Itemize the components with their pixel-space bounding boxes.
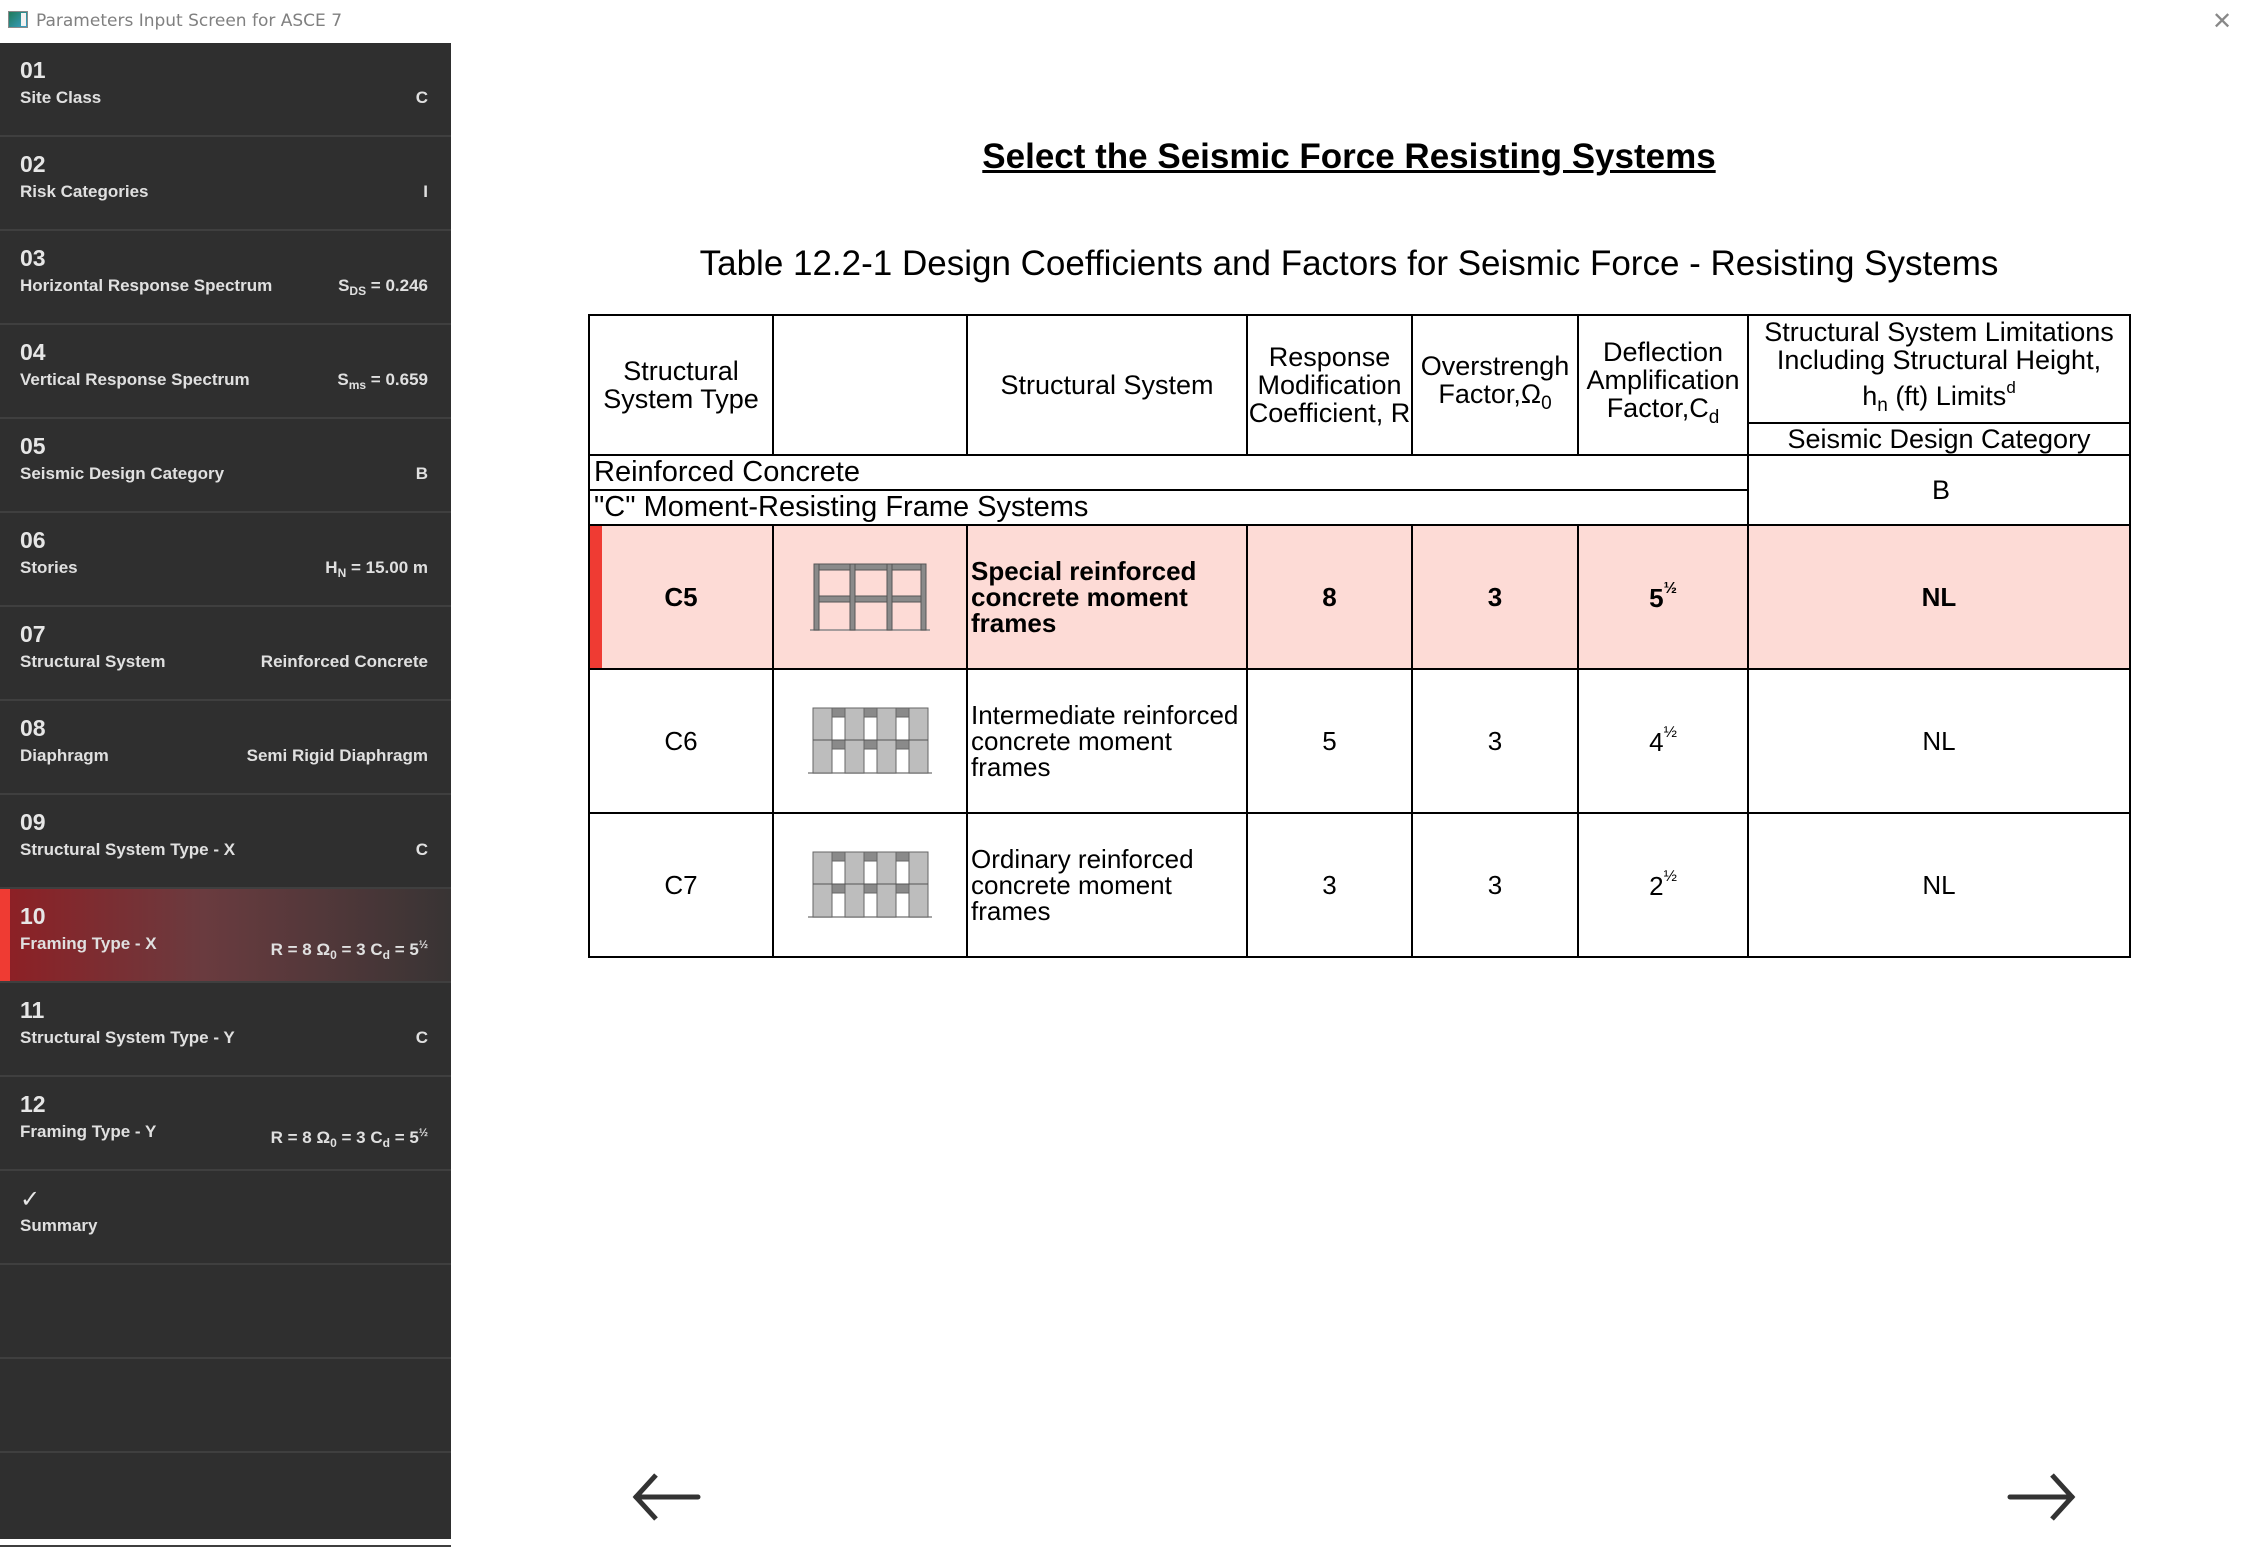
step-label: Structural System Type - X (20, 840, 236, 859)
header-limits: Structural System Limitations Including Structural Height, $h_n$ (ft) Limits$^d$ (1748, 315, 2130, 423)
step-number: 08 (20, 715, 46, 741)
step-label: Horizontal Response Spectrum (20, 276, 273, 295)
cell-system: Special reinforced concrete moment frames (967, 525, 1247, 669)
cell-image (773, 525, 967, 669)
step-number: 01 (20, 57, 46, 83)
header-sdc: Seismic Design Category (1748, 423, 2130, 455)
step-value: B (415, 464, 428, 483)
checkmark-icon: ✓ (20, 1185, 41, 1213)
cell-image (773, 813, 967, 957)
step-number: 12 (20, 1091, 46, 1117)
sidebar-item-site-class[interactable] (0, 43, 451, 137)
header-cd: Deflection Amplification $Factor,C_d$ (1578, 315, 1748, 455)
step-value: C (415, 1028, 428, 1047)
cell-r: 5 (1247, 669, 1412, 813)
arrow-right-icon (2010, 1475, 2072, 1519)
header-r: Response Modification Coefficient, R (1247, 315, 1412, 455)
step-label: Diaphragm (20, 746, 109, 765)
sidebar-item-diaphragm[interactable] (0, 701, 451, 795)
seismic-systems-table (588, 314, 2131, 958)
sidebar-item-horizontal-response-spectrum[interactable] (0, 231, 451, 325)
header-structural-system: Structural System (967, 315, 1247, 455)
sidebar-item-structural-system-type-x[interactable] (0, 795, 451, 889)
next-button[interactable] (2006, 1472, 2076, 1522)
step-value-coefficients: R = 8 $\Omega_0 = 3$ $C_d = 5^{\frac{1}{2}}$ (270, 1127, 428, 1150)
cell-image (773, 669, 967, 813)
table-row-c5[interactable] (589, 525, 2130, 669)
step-value-sms: $S_{ms} = 0.659$ (337, 370, 428, 392)
step-number: 06 (20, 527, 46, 553)
step-value: Reinforced Concrete (260, 652, 428, 671)
cell-cd: $5^{\frac{1}{2}}$ (1578, 525, 1748, 669)
arrow-left-icon (636, 1475, 698, 1519)
intermediate-moment-frame-icon (808, 706, 932, 776)
sidebar-item-seismic-design-category[interactable] (0, 419, 451, 513)
sidebar-item-framing-type-y[interactable] (0, 1077, 451, 1171)
back-button[interactable] (632, 1472, 702, 1522)
cell-limit: NL (1748, 669, 2130, 813)
header-omega: Overstrengh $Factor,\Omega_0$ (1412, 315, 1578, 455)
cell-limit: NL (1748, 813, 2130, 957)
sidebar-item-vertical-response-spectrum[interactable] (0, 325, 451, 419)
step-number: 11 (20, 997, 45, 1023)
step-value-hn: $H_N = 15.00$ m (325, 558, 428, 580)
sidebar-empty-slot (0, 1453, 451, 1547)
step-number: 02 (20, 151, 46, 177)
group-row-material (589, 455, 2130, 490)
ordinary-moment-frame-icon (808, 850, 932, 920)
step-label: Stories (20, 558, 78, 577)
cell-r: 8 (1247, 525, 1412, 669)
step-label: Seismic Design Category (20, 464, 225, 483)
app-icon (8, 11, 28, 28)
step-value-coefficients: R = 8 $\Omega_0 = 3$ $C_d = 5^{\frac{1}{2}}$ (270, 939, 428, 962)
window-title: Parameters Input Screen for ASCE 7 (36, 11, 343, 31)
page-title: Select the Seismic Force Resisting Systems (982, 137, 1716, 176)
table-header-row (589, 315, 2130, 423)
step-value: Semi Rigid Diaphragm (246, 746, 428, 765)
step-value: C (415, 840, 428, 859)
group-category: "C" Moment-Resisting Frame Systems (589, 490, 1748, 525)
sdc-value: B (1748, 455, 2130, 525)
window-title-bar (0, 0, 2247, 43)
header-system-type: Structural System Type (589, 315, 773, 455)
cell-cd: $4^{\frac{1}{2}}$ (1578, 669, 1748, 813)
step-label: Summary (20, 1216, 98, 1235)
step-number: 07 (20, 621, 46, 647)
step-number: 03 (20, 245, 46, 271)
sidebar-item-structural-system-type-y[interactable] (0, 983, 451, 1077)
cell-omega: 3 (1412, 813, 1578, 957)
sidebar-item-structural-system[interactable] (0, 607, 451, 701)
step-number: 04 (20, 339, 46, 365)
cell-type: C7 (589, 813, 773, 957)
sidebar-item-risk-categories[interactable] (0, 137, 451, 231)
step-label: Structural System Type - Y (20, 1028, 235, 1047)
sidebar-item-framing-type-x[interactable] (0, 889, 451, 983)
cell-type: C5 (589, 525, 773, 669)
step-value: I (423, 182, 428, 201)
sidebar-empty-slot (0, 1265, 451, 1359)
step-number: 09 (20, 809, 46, 835)
sidebar-item-stories[interactable] (0, 513, 451, 607)
sidebar-empty-slot (0, 1359, 451, 1453)
table-row-c7[interactable] (589, 813, 2130, 957)
header-image (773, 315, 967, 455)
cell-limit: NL (1748, 525, 2130, 669)
step-value-sds: $S_{DS} = 0.246$ (338, 276, 428, 298)
cell-omega: 3 (1412, 525, 1578, 669)
cell-omega: 3 (1412, 669, 1578, 813)
cell-cd: $2^{\frac{1}{2}}$ (1578, 813, 1748, 957)
sidebar-item-summary[interactable] (0, 1171, 451, 1265)
step-label: Framing Type - X (20, 934, 157, 953)
step-label: Site Class (20, 88, 102, 107)
step-label: Vertical Response Spectrum (20, 370, 250, 389)
step-label: Structural System (20, 652, 166, 671)
cell-type: C6 (589, 669, 773, 813)
table-row-c6[interactable] (589, 669, 2130, 813)
step-number: 10 (20, 903, 46, 929)
step-number: 05 (20, 433, 46, 459)
step-label: Framing Type - Y (20, 1122, 157, 1141)
special-moment-frame-icon (808, 562, 932, 632)
group-material: Reinforced Concrete (589, 455, 1748, 490)
cell-r: 3 (1247, 813, 1412, 957)
sidebar-steps (0, 43, 451, 1539)
close-icon[interactable]: ✕ (2211, 7, 2233, 35)
step-label: Risk Categories (20, 182, 149, 201)
cell-system: Ordinary reinforced concrete moment frames (967, 813, 1247, 957)
step-value: C (415, 88, 428, 107)
table-title: Table 12.2-1 Design Coefficients and Factors for Seismic Force - Resisting Systems (699, 244, 1999, 283)
cell-system: Intermediate reinforced concrete moment frames (967, 669, 1247, 813)
